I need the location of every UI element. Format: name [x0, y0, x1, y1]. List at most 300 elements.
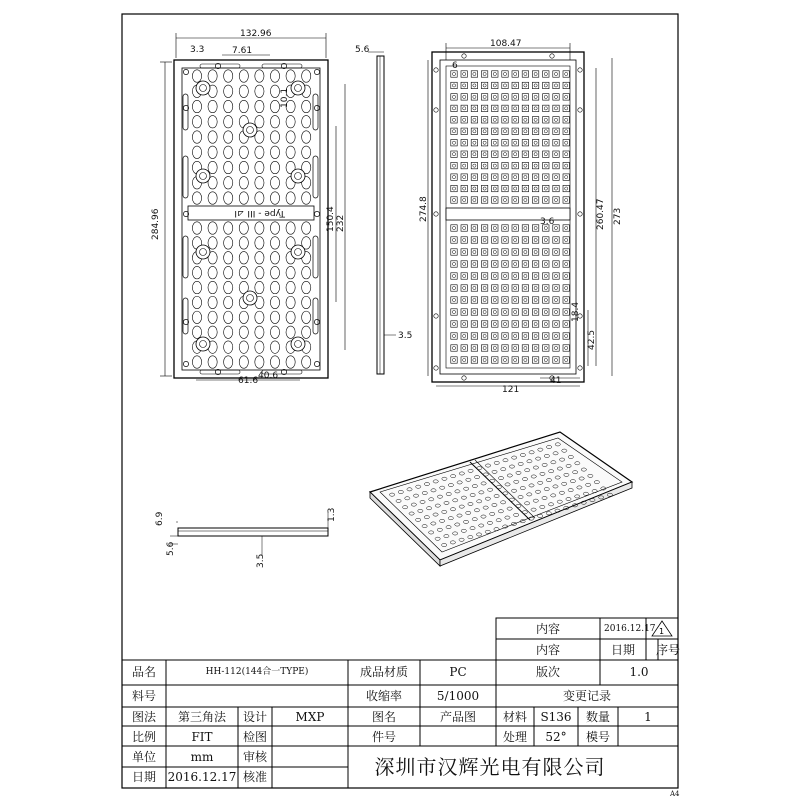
rev-seq-label: 序号	[655, 643, 681, 657]
lens-icon	[208, 222, 217, 234]
lens-icon	[239, 341, 248, 353]
scale-value: FIT	[191, 730, 213, 744]
cell-hole-icon	[554, 118, 557, 121]
lens-icon	[270, 266, 279, 278]
cell-hole-icon	[473, 153, 476, 156]
cell	[492, 197, 498, 203]
cell	[471, 82, 477, 88]
cell-hole-icon	[544, 334, 547, 337]
cell-hole-icon	[473, 310, 476, 313]
cell-hole-icon	[483, 141, 486, 144]
cell-hole-icon	[503, 274, 506, 277]
section-view	[170, 512, 328, 556]
projection-label: 图法	[131, 710, 157, 724]
lens-icon	[208, 116, 217, 128]
cell-hole-icon	[483, 107, 486, 110]
cell-hole-icon	[463, 226, 466, 229]
lens-icon	[239, 70, 248, 82]
cell-hole-icon	[534, 95, 537, 98]
cell	[502, 82, 508, 88]
dim-front-bottom-a: 61.6	[238, 376, 259, 386]
cell	[543, 357, 549, 363]
cell	[502, 237, 508, 243]
cell	[553, 197, 559, 203]
cell-hole-icon	[544, 84, 547, 87]
cell	[553, 309, 559, 315]
cell-hole-icon	[473, 346, 476, 349]
cell	[461, 285, 467, 291]
cell-hole-icon	[514, 322, 517, 325]
item-no-label: 件号	[371, 730, 397, 744]
cell-hole-icon	[483, 187, 486, 190]
cell-hole-icon	[473, 226, 476, 229]
cell-hole-icon	[534, 298, 537, 301]
cell-hole-icon	[503, 238, 506, 241]
cell-hole-icon	[554, 346, 557, 349]
cell-hole-icon	[493, 187, 496, 190]
cell-hole-icon	[493, 141, 496, 144]
cell-hole-icon	[503, 175, 506, 178]
cell	[492, 128, 498, 134]
cell	[563, 94, 569, 100]
lens-icon	[192, 266, 201, 278]
lens-icon	[302, 281, 311, 293]
cell	[481, 225, 487, 231]
cell-hole-icon	[493, 72, 496, 75]
cell	[512, 309, 518, 315]
cell-hole-icon	[493, 262, 496, 265]
cell	[451, 345, 457, 351]
cell-hole-icon	[452, 262, 455, 265]
cell-hole-icon	[503, 298, 506, 301]
cell	[512, 140, 518, 146]
cell-hole-icon	[473, 187, 476, 190]
cell	[563, 140, 569, 146]
cell	[512, 128, 518, 134]
cell-hole-icon	[524, 175, 527, 178]
cell-hole-icon	[452, 286, 455, 289]
cell	[451, 357, 457, 363]
cell	[522, 237, 528, 243]
cell	[532, 357, 538, 363]
cell	[522, 162, 528, 168]
cell	[553, 174, 559, 180]
cell	[461, 140, 467, 146]
cell	[502, 197, 508, 203]
cell	[553, 82, 559, 88]
lens-icon	[208, 100, 217, 112]
side-view	[368, 52, 396, 374]
cell-hole-icon	[514, 310, 517, 313]
cell	[563, 117, 569, 123]
lens-icon	[255, 237, 264, 249]
mount-hole-icon	[578, 68, 582, 72]
cell	[532, 333, 538, 339]
cell	[461, 174, 467, 180]
cell-hole-icon	[565, 238, 568, 241]
cell	[471, 249, 477, 255]
cell-hole-icon	[483, 95, 486, 98]
cell	[553, 71, 559, 77]
cell-hole-icon	[544, 310, 547, 313]
cell-hole-icon	[565, 346, 568, 349]
revision-value: 1.0	[629, 665, 649, 679]
cell-hole-icon	[565, 141, 568, 144]
cell-hole-icon	[473, 358, 476, 361]
cell	[471, 285, 477, 291]
qty-label: 数量	[585, 710, 611, 724]
cell	[502, 185, 508, 191]
lens-icon	[255, 266, 264, 278]
revision-label: 版次	[535, 665, 561, 679]
dim-back-h2: 273	[613, 207, 623, 225]
lens-icon	[239, 146, 248, 158]
cell-hole-icon	[534, 187, 537, 190]
cell	[543, 71, 549, 77]
lens-icon	[270, 100, 279, 112]
cell-hole-icon	[524, 107, 527, 110]
cell	[532, 285, 538, 291]
cell-hole-icon	[473, 130, 476, 133]
cell	[522, 321, 528, 327]
lens-icon	[286, 356, 295, 368]
lens-icon	[255, 192, 264, 204]
cell-hole-icon	[463, 72, 466, 75]
cell-hole-icon	[524, 198, 527, 201]
cell	[481, 151, 487, 157]
boss-icon	[196, 337, 210, 351]
cell-hole-icon	[452, 238, 455, 241]
lens-icon	[192, 356, 201, 368]
cell	[502, 105, 508, 111]
boss-icon	[196, 169, 210, 183]
cell	[451, 261, 457, 267]
lens-icon	[239, 192, 248, 204]
cell	[471, 297, 477, 303]
cell	[481, 82, 487, 88]
cell	[461, 261, 467, 267]
cell-hole-icon	[534, 107, 537, 110]
lens-icon	[208, 266, 217, 278]
cell	[512, 225, 518, 231]
lens-icon	[302, 266, 311, 278]
lens-icon	[224, 70, 233, 82]
cell-hole-icon	[483, 226, 486, 229]
dim-sec-b: 1.3	[327, 507, 337, 522]
lens-icon	[208, 146, 217, 158]
cell	[553, 140, 559, 146]
cell-hole-icon	[463, 274, 466, 277]
cell	[502, 357, 508, 363]
cell-hole-icon	[503, 310, 506, 313]
cell-hole-icon	[463, 84, 466, 87]
lens-icon	[270, 131, 279, 143]
cell-hole-icon	[524, 164, 527, 167]
lens-icon	[239, 237, 248, 249]
dim-sec-c: 5.6	[166, 541, 176, 556]
cell	[512, 185, 518, 191]
cell	[522, 309, 528, 315]
cell	[553, 94, 559, 100]
cell-hole-icon	[493, 164, 496, 167]
lens-icon	[270, 311, 279, 323]
cell-hole-icon	[565, 164, 568, 167]
cell	[532, 71, 538, 77]
cell	[532, 309, 538, 315]
cell-hole-icon	[483, 175, 486, 178]
product-name-value: HH-112(144合一TYPE)	[205, 667, 309, 677]
lens-icon	[208, 70, 217, 82]
lens-icon	[270, 356, 279, 368]
mount-hole-icon	[314, 69, 319, 74]
lens-icon	[239, 100, 248, 112]
cell	[522, 185, 528, 191]
cell	[461, 117, 467, 123]
lens-icon	[192, 70, 201, 82]
dim-sec-a: 6.9	[155, 511, 165, 526]
cell-hole-icon	[534, 164, 537, 167]
cell-hole-icon	[463, 141, 466, 144]
dim-back-h1: 260.47	[596, 198, 606, 230]
cell-hole-icon	[503, 198, 506, 201]
lens-icon	[208, 131, 217, 143]
cell	[532, 140, 538, 146]
cell-hole-icon	[514, 274, 517, 277]
cell-hole-icon	[452, 107, 455, 110]
cell-hole-icon	[503, 322, 506, 325]
lens-icon	[302, 131, 311, 143]
cell-hole-icon	[565, 262, 568, 265]
cell	[471, 94, 477, 100]
boss-icon	[291, 169, 305, 183]
approve-label: 核准	[242, 770, 268, 784]
cell	[471, 174, 477, 180]
cell-hole-icon	[524, 226, 527, 229]
cell-hole-icon	[534, 226, 537, 229]
mold-no-label: 模号	[585, 730, 611, 744]
cell	[471, 333, 477, 339]
cell-hole-icon	[493, 298, 496, 301]
cell-hole-icon	[565, 107, 568, 110]
cell	[522, 261, 528, 267]
cell-hole-icon	[452, 346, 455, 349]
lens-icon	[302, 326, 311, 338]
cell	[532, 297, 538, 303]
cell	[492, 237, 498, 243]
cell	[502, 273, 508, 279]
cell-hole-icon	[483, 84, 486, 87]
cell-hole-icon	[554, 310, 557, 313]
cell-hole-icon	[473, 298, 476, 301]
cell-hole-icon	[534, 346, 537, 349]
cell-hole-icon	[493, 107, 496, 110]
cell-hole-icon	[514, 130, 517, 133]
lens-icon	[224, 281, 233, 293]
mount-hole-icon	[434, 108, 438, 112]
lens-icon	[224, 356, 233, 368]
lens-icon	[270, 116, 279, 128]
cell-hole-icon	[463, 298, 466, 301]
cell-hole-icon	[524, 118, 527, 121]
cell-hole-icon	[483, 72, 486, 75]
cell	[543, 297, 549, 303]
cell	[461, 128, 467, 134]
cell	[512, 297, 518, 303]
lens-icon	[192, 222, 201, 234]
mount-hole-icon	[183, 361, 188, 366]
cell-hole-icon	[493, 84, 496, 87]
cell	[451, 297, 457, 303]
cell-hole-icon	[524, 346, 527, 349]
cell-hole-icon	[534, 153, 537, 156]
lens-icon	[208, 281, 217, 293]
cell	[461, 162, 467, 168]
cell	[471, 105, 477, 111]
lens-icon	[270, 281, 279, 293]
sheet-size-label: A4	[670, 790, 680, 798]
cell-hole-icon	[524, 187, 527, 190]
cell-hole-icon	[463, 334, 466, 337]
cell-hole-icon	[463, 153, 466, 156]
dim-back-pitch: 42.5	[587, 329, 597, 350]
cell	[492, 273, 498, 279]
cell-hole-icon	[565, 226, 568, 229]
cell-hole-icon	[463, 310, 466, 313]
cell-hole-icon	[544, 187, 547, 190]
lens-icon	[270, 192, 279, 204]
cell-hole-icon	[554, 298, 557, 301]
cell	[471, 273, 477, 279]
cell	[563, 273, 569, 279]
cell-hole-icon	[452, 322, 455, 325]
cell-hole-icon	[524, 153, 527, 156]
cell	[471, 237, 477, 243]
cell	[522, 297, 528, 303]
lens-icon	[270, 237, 279, 249]
cell	[532, 94, 538, 100]
cell-hole-icon	[554, 175, 557, 178]
cell-hole-icon	[544, 322, 547, 325]
cell	[502, 128, 508, 134]
mount-hole-icon	[550, 54, 554, 58]
cell-hole-icon	[473, 334, 476, 337]
cell	[492, 249, 498, 255]
lens-icon	[239, 252, 248, 264]
dim-front-outer: 232	[336, 214, 346, 232]
scale-label: 比例	[131, 730, 157, 744]
cell-hole-icon	[514, 346, 517, 349]
material-label: 成品材质	[359, 665, 409, 679]
resin-value: S136	[540, 710, 572, 724]
cell-hole-icon	[544, 198, 547, 201]
cell-hole-icon	[565, 310, 568, 313]
cell	[553, 128, 559, 134]
cell-hole-icon	[514, 141, 517, 144]
lens-icon	[286, 326, 295, 338]
lens-icon	[239, 311, 248, 323]
cell	[543, 273, 549, 279]
lens-icon	[208, 161, 217, 173]
projection-value: 第三角法	[177, 710, 227, 724]
unit-value: mm	[190, 750, 214, 764]
lens-icon	[302, 100, 311, 112]
cell-hole-icon	[503, 141, 506, 144]
cell	[532, 225, 538, 231]
review-label: 审核	[242, 750, 268, 764]
cell	[502, 321, 508, 327]
lens-icon	[224, 266, 233, 278]
cell-hole-icon	[524, 130, 527, 133]
lens-icon	[286, 116, 295, 128]
cell-hole-icon	[503, 153, 506, 156]
cell	[543, 82, 549, 88]
lens-icon	[255, 177, 264, 189]
cell	[563, 249, 569, 255]
mount-hole-icon	[578, 212, 582, 216]
lens-icon	[239, 326, 248, 338]
cell	[492, 82, 498, 88]
cell-hole-icon	[503, 262, 506, 265]
lens-icon	[208, 296, 217, 308]
cell-hole-icon	[483, 358, 486, 361]
cell-hole-icon	[493, 118, 496, 121]
cell	[481, 128, 487, 134]
dim-back-pitch-label: 18.4	[571, 301, 581, 322]
lens-icon	[255, 326, 264, 338]
cell-hole-icon	[503, 164, 506, 167]
front-type-label: Type - III ⊿I	[234, 208, 285, 218]
cell-hole-icon	[514, 358, 517, 361]
cell	[502, 71, 508, 77]
cell	[492, 297, 498, 303]
cell-hole-icon	[483, 298, 486, 301]
cell-hole-icon	[452, 226, 455, 229]
cell	[461, 321, 467, 327]
lens-icon	[302, 146, 311, 158]
cell-hole-icon	[452, 334, 455, 337]
cell-hole-icon	[463, 238, 466, 241]
dim-sec-d: 3.5	[256, 553, 266, 568]
cell-hole-icon	[534, 274, 537, 277]
lens-icon	[224, 326, 233, 338]
lens-icon	[192, 131, 201, 143]
dim-front-pitch: 7.61	[232, 46, 253, 56]
cell-hole-icon	[503, 107, 506, 110]
cell-hole-icon	[463, 118, 466, 121]
cell-hole-icon	[503, 72, 506, 75]
cell-hole-icon	[544, 175, 547, 178]
cell	[543, 94, 549, 100]
lens-icon	[192, 326, 201, 338]
cell	[522, 225, 528, 231]
lens-icon	[270, 252, 279, 264]
cell	[471, 117, 477, 123]
cell	[481, 162, 487, 168]
cell-hole-icon	[463, 322, 466, 325]
lens-icon	[208, 356, 217, 368]
cell-hole-icon	[524, 238, 527, 241]
cell-hole-icon	[554, 72, 557, 75]
cell	[543, 185, 549, 191]
cell	[481, 185, 487, 191]
cell	[512, 333, 518, 339]
cell	[451, 174, 457, 180]
cell	[543, 309, 549, 315]
cell-hole-icon	[493, 346, 496, 349]
cell	[492, 285, 498, 291]
dim-back-bottom-b: 41	[550, 376, 562, 386]
cell	[471, 225, 477, 231]
